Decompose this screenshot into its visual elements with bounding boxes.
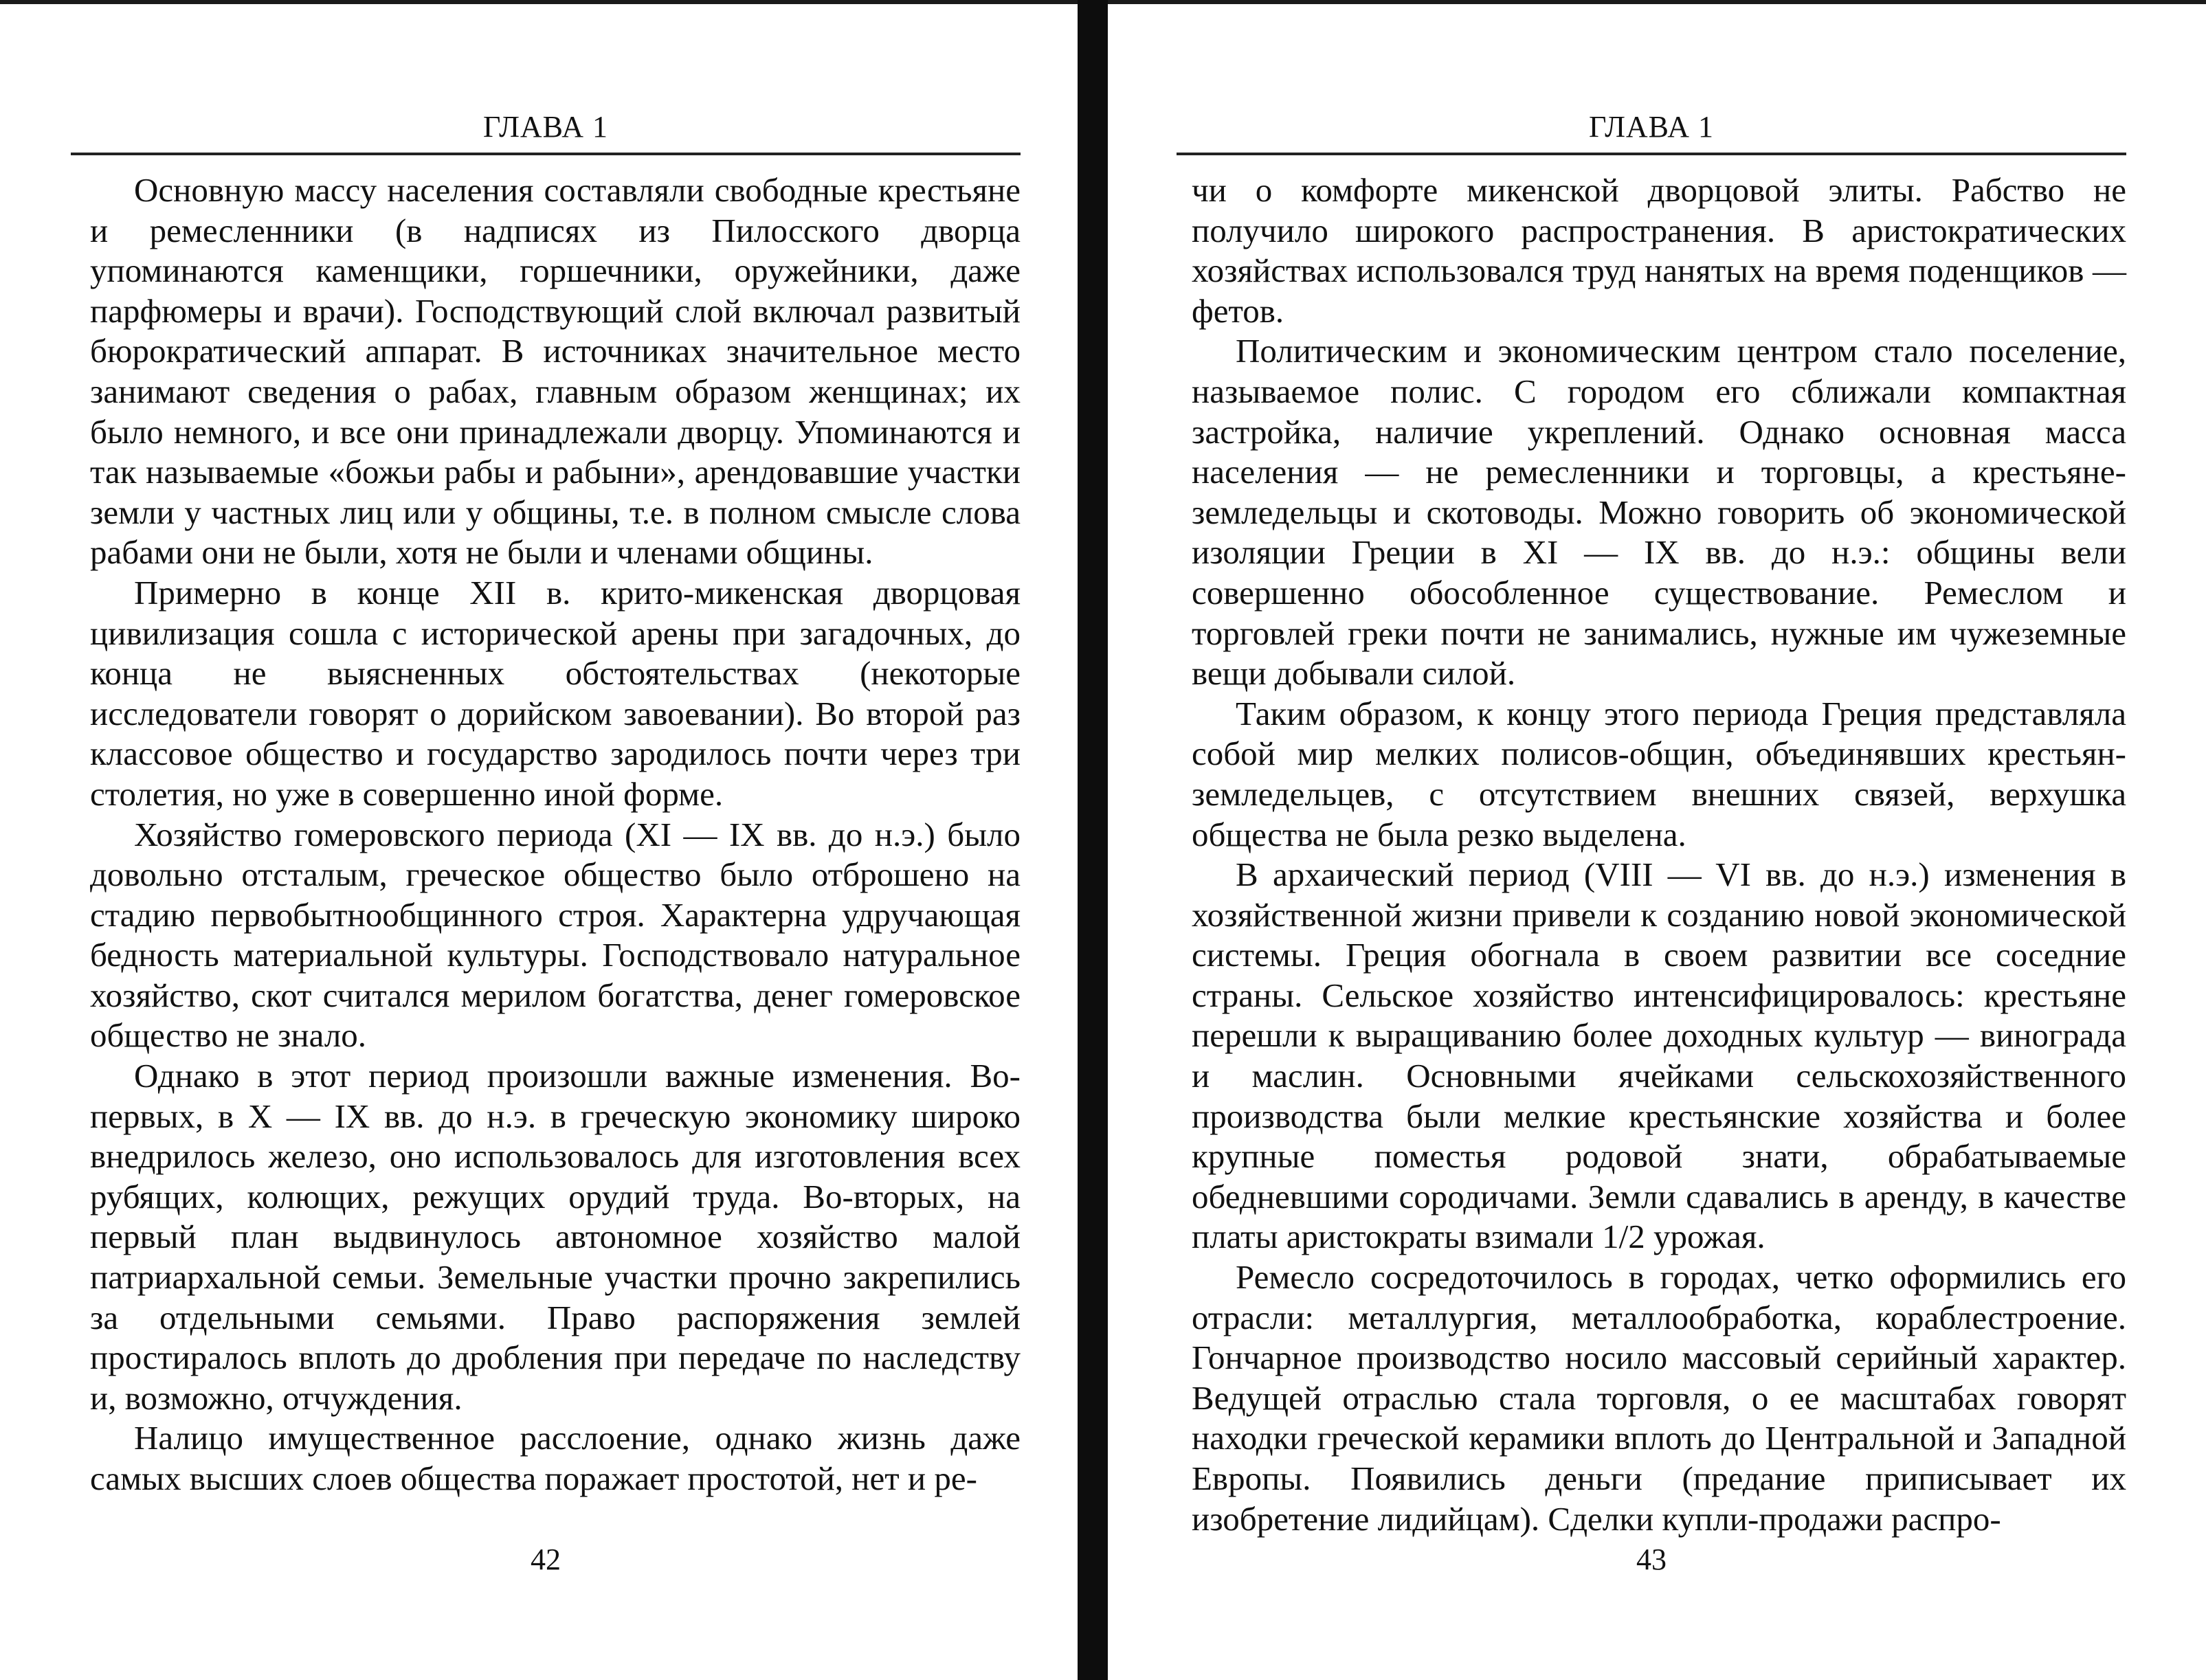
header-rule — [71, 153, 1021, 155]
right-page — [1177, 0, 2126, 1680]
paragraph: Ремесло сосредоточилось в городах, четко оформились его отрасли: металлургия, металлообработка, кораблестроение. Гончарное производство носило массовый серийный характер. Ведущей отраслью стала торговля, о ее масштабах говорят находки греческой керамики вплоть до Центральной и Западной Европы. Появились деньги (предание приписывает их изобретение лидийцам). Сделки купли-продажи распро- — [1192, 1258, 2126, 1538]
page-text — [90, 170, 1021, 1499]
paragraph: Однако в этот период произошли важные изменения. Во-первых, в X — IX вв. до н.э. в греческую экономику широко внедрилось железо, оно использовалось для изготовления всех рубящих, колющих, режущих орудий труда. Во-вторых, на первый план выдвинулось автономное хозяйство малой патриархальной семьи. Земельные участки прочно закрепились за отдельными семьями. Право распоряжения землей простиралось вплоть до дробления при передаче по наследству и, возможно, отчуждения. — [90, 1057, 1021, 1417]
paragraph: Таким образом, к концу этого периода Греция представляла собой мир мелких полисов-общин, объединявших крестьян-земледельцев, с отсутствием внешних связей, верхушка общества не была резко выделена. — [1192, 694, 2126, 853]
page-number: 42 — [531, 1543, 561, 1576]
page-number: 43 — [1636, 1543, 1667, 1576]
paragraph: Политическим и экономическим центром стало поселение, называемое полис. С городом его сближали компактная застройка, наличие укреплений. Однако основная масса населения — не ремесленники и торговцы, а крестьяне-земледельцы и скотоводы. Можно говорить об экономической изоляции Греции в XI — IX вв. до н.э.: общины вели совершенно обособленное существование. Ремеслом и торговлей греки почти не занимались, нужные им чужеземные вещи добывали силой. — [1192, 332, 2126, 693]
running-head: ГЛАВА 1 — [1588, 110, 1715, 144]
paragraph: Налицо имущественное расслоение, однако жизнь даже самых высших слоев общества поражает простотой, нет и ре- — [90, 1419, 1021, 1497]
book-spine-shadow — [1078, 0, 1108, 1680]
paragraph: В архаический период (VIII — VI вв. до н.э.) изменения в хозяйственной жизни привели к созданию новой экономической системы. Греция обогнала в своем развитии все соседние страны. Сельское хозяйство интенсифицировалось: крестьяне перешли к выращиванию более доходных культур — винограда и маслин. Основными ячейками сельскохозяйственного производства были мелкие крестьянские хозяйства и более крупные поместья родовой знати, обрабатываемые обедневшими сородичами. Земли сдавались в аренду, в качестве платы аристократы взимали 1/2 урожая. — [1192, 855, 2126, 1256]
running-head: ГЛАВА 1 — [482, 110, 609, 144]
paragraph-continuation: чи о комфорте микенской дворцовой элиты. Рабство не получило широкого распространения. В аристократических хозяйствах использовался труд нанятых на время поденщиков — фетов. — [1192, 171, 2126, 330]
header-rule — [1177, 153, 2126, 155]
paragraph: Примерно в конце XII в. крито-микенская дворцовая цивилизация сошла с исторической арены при загадочных, до конца не выясненных обстоятельствах (некоторые исследователи говорят о дорийском завоевании). Во второй раз классовое общество и государство зародилось почти через три столетия, но уже в совершенно иной форме. — [90, 573, 1021, 813]
paragraph: Основную массу населения составляли свободные крестьяне и ремесленники (в надписях из Пилосского дворца упоминаются каменщики, горшечники, оружейники, даже парфюмеры и врачи). Господствующий слой включал развитый бюрократический аппарат. В источниках значительное место занимают сведения о рабах, главным образом женщинах; их было немного, и все они принадлежали дворцу. Упоминаются и так называемые «божьи рабы и рабыни», арендовавшие участки земли у частных лиц или у общины, т.е. в полном смысле слова рабами они не были, хотя не были и членами общины. — [90, 171, 1021, 572]
left-page — [71, 0, 1021, 1680]
paragraph: Хозяйство гомеровского периода (XI — IX вв. до н.э.) было довольно отсталым, греческое общество было отброшено на стадию первобытнообщинного строя. Характерна удручающая бедность материальной культуры. Господствовало натуральное хозяйство, скот считался мерилом богатства, денег гомеровское общество не знало. — [90, 815, 1021, 1055]
page-text — [1192, 170, 2126, 1539]
